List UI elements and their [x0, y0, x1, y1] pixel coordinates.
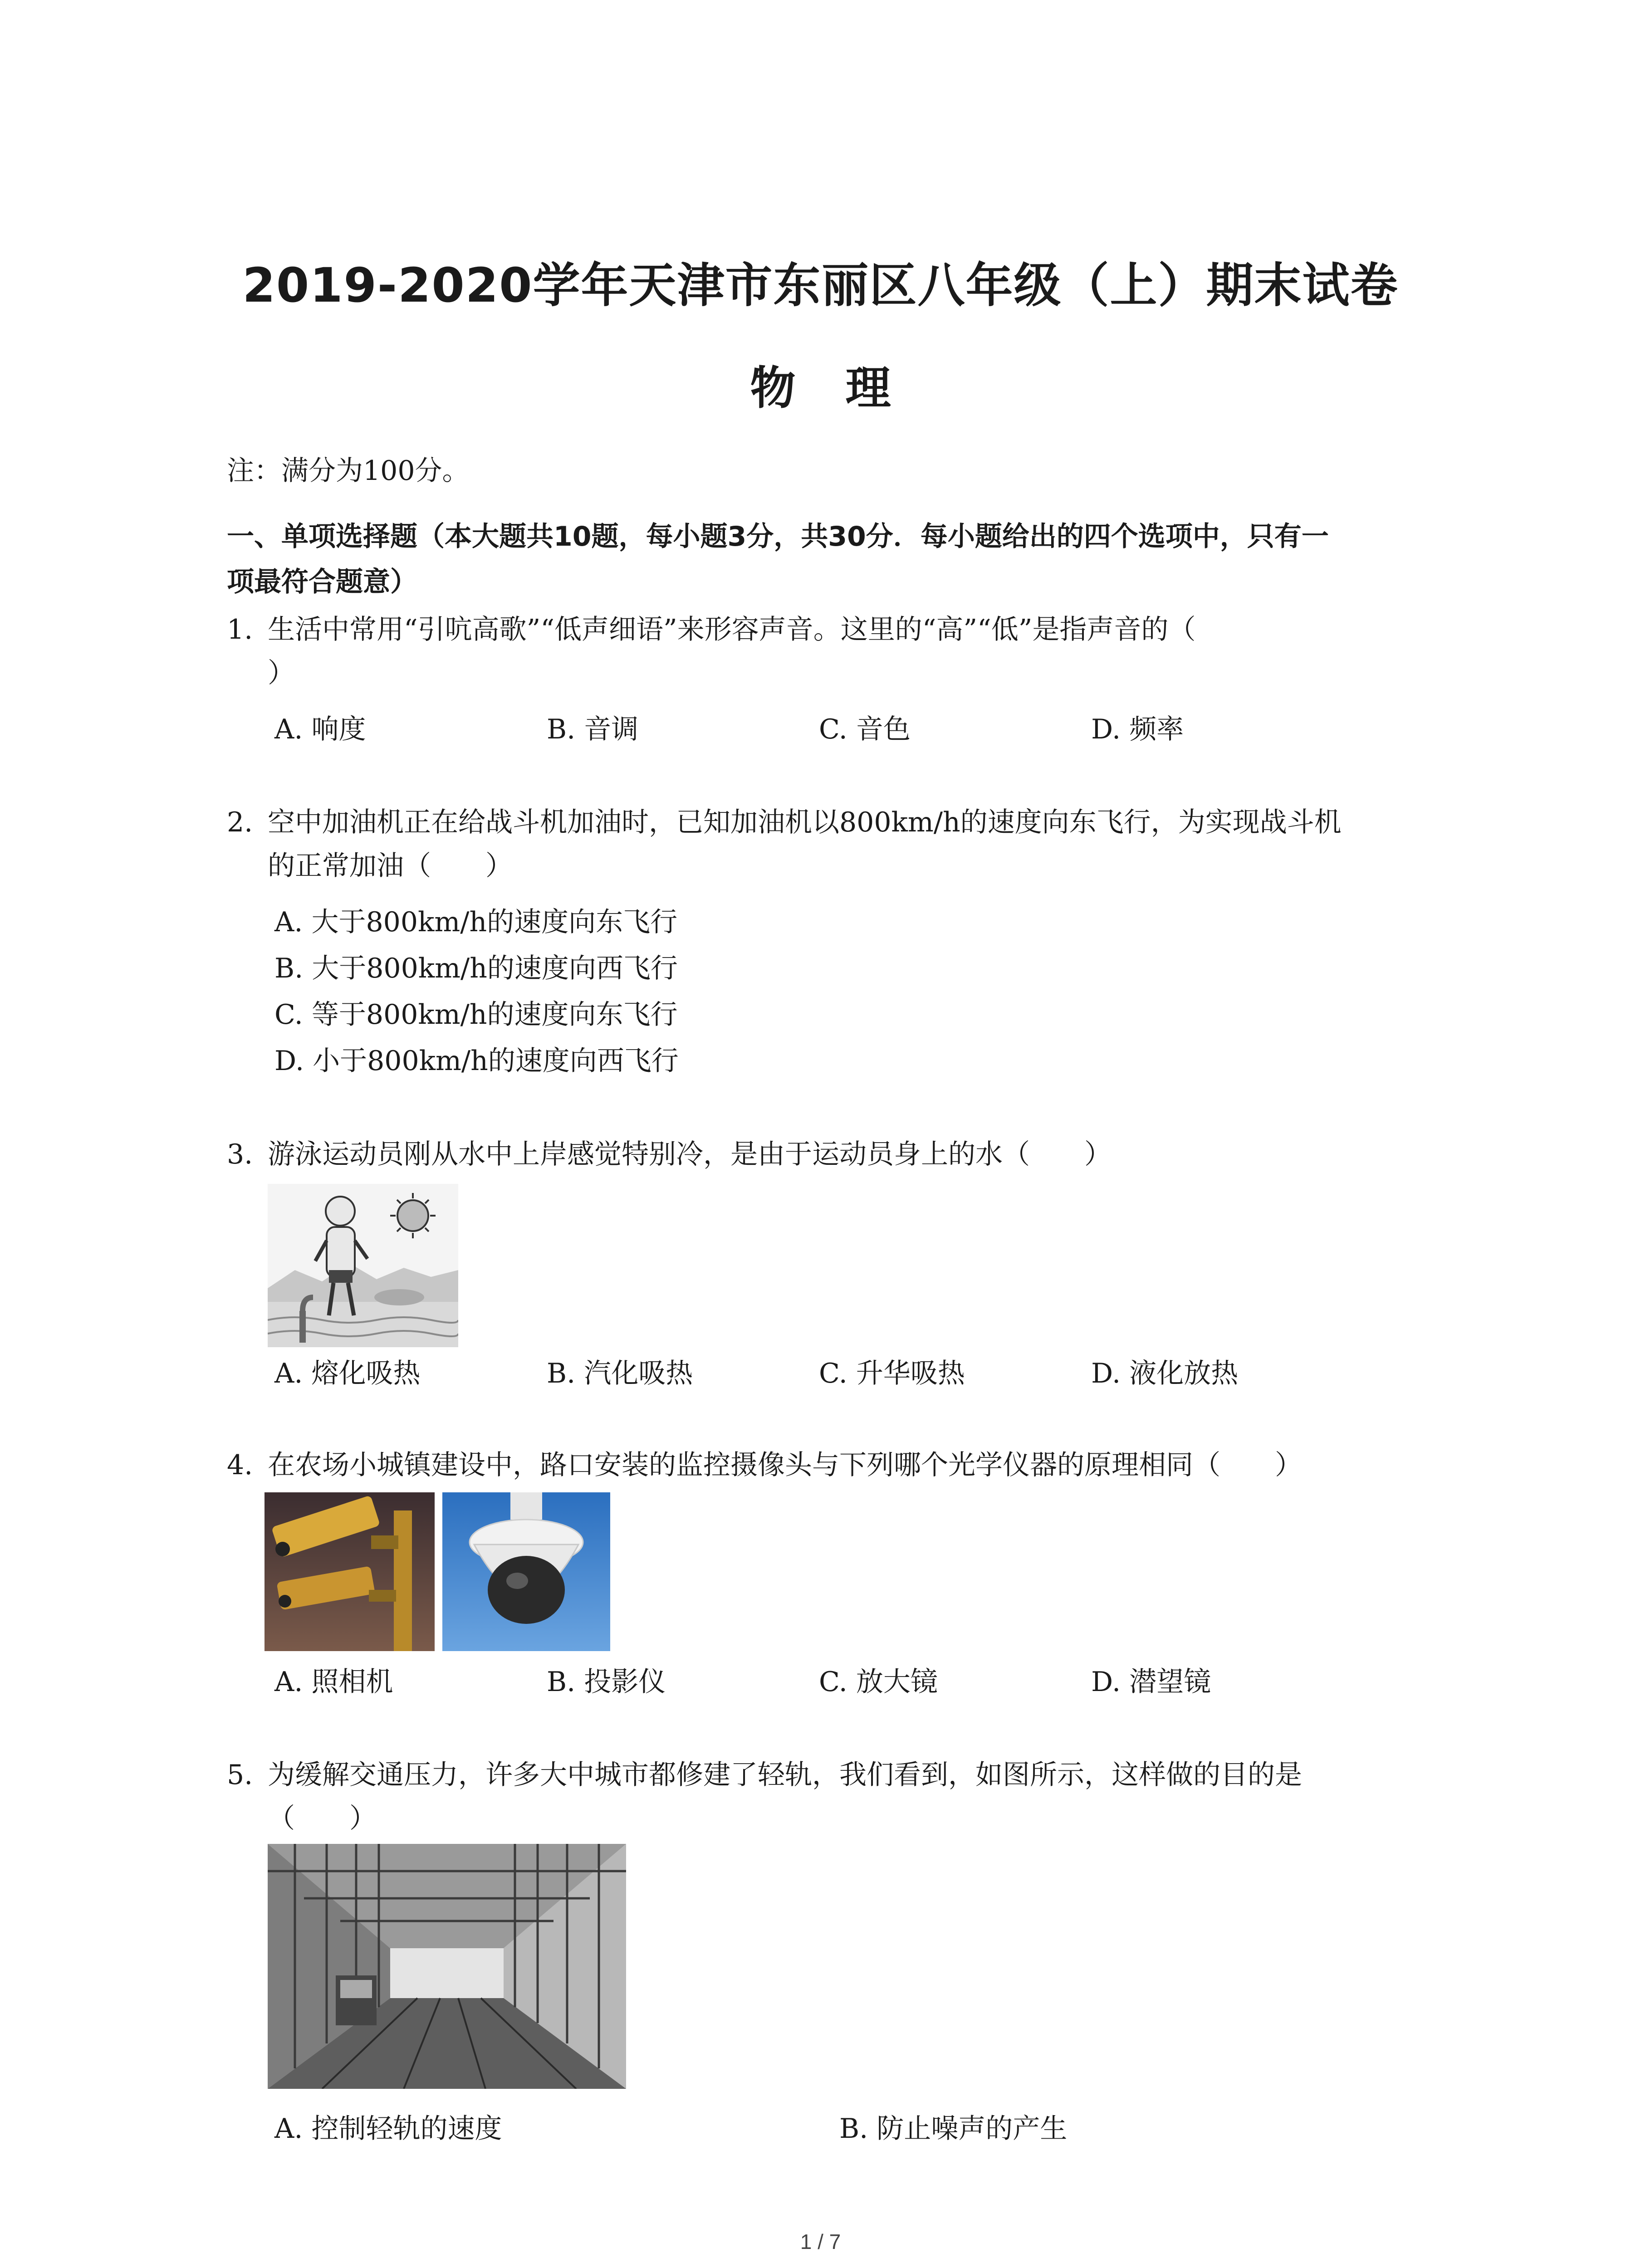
question-number: 2. — [227, 807, 253, 838]
q1-option-d[interactable]: D. 频率 — [1091, 714, 1184, 745]
q1-option-b[interactable]: B. 音调 — [547, 714, 639, 745]
q1-option-a[interactable]: A. 响度 — [274, 714, 366, 745]
question-number: 4. — [227, 1449, 253, 1481]
question-4-stem: 在农场小城镇建设中，路口安装的监控摄像头与下列哪个光学仪器的原理相同（ ） — [268, 1449, 1302, 1481]
question-number: 5. — [227, 1759, 253, 1791]
question-1-stem: 生活中常用“引吭高歌”“低声细语”来形容声音。这里的“高”“低”是指声音的（ — [268, 614, 1196, 645]
q2-option-c[interactable]: C. 等于800km/h的速度向东飞行 — [274, 999, 678, 1031]
question-1-stem-cont: ） — [268, 657, 295, 689]
question-5-stem-cont: （ ） — [268, 1803, 377, 1834]
subject-title: 物理 — [750, 362, 941, 415]
security-camera-photo-2 — [442, 1492, 610, 1651]
q4-option-c[interactable]: C. 放大镜 — [819, 1666, 938, 1698]
question-2-stem-cont: 的正常加油（ ） — [268, 850, 513, 882]
q3-option-b[interactable]: B. 汽化吸热 — [547, 1358, 693, 1389]
score-note: 注：满分为100分。 — [227, 455, 470, 487]
q5-option-a[interactable]: A. 控制轻轨的速度 — [274, 2113, 502, 2145]
section-heading-line2: 项最符合题意） — [227, 566, 417, 598]
question-2-stem: 空中加油机正在给战斗机加油时，已知加油机以800km/h的速度向东飞行，为实现战斗机 — [268, 807, 1342, 838]
swimmer-illustration — [268, 1184, 458, 1347]
question-number: 1. — [227, 614, 253, 645]
q2-option-b[interactable]: B. 大于800km/h的速度向西飞行 — [274, 953, 678, 984]
q4-option-b[interactable]: B. 投影仪 — [547, 1666, 666, 1698]
q5-option-b[interactable]: B. 防止噪声的产生 — [839, 2113, 1068, 2145]
section-heading-line1: 一、单项选择题（本大题共10题，每小题3分，共30分．每小题给出的四个选项中，只有一 — [227, 521, 1329, 552]
q3-option-a[interactable]: A. 熔化吸热 — [274, 1358, 421, 1389]
security-camera-photo-1 — [265, 1492, 435, 1651]
q4-option-a[interactable]: A. 照相机 — [274, 1666, 393, 1698]
q2-option-a[interactable]: A. 大于800km/h的速度向东飞行 — [274, 906, 678, 938]
exam-title: 2019-2020学年天津市东丽区八年级（上）期末试卷 — [242, 258, 1399, 313]
q3-option-c[interactable]: C. 升华吸热 — [819, 1358, 965, 1389]
q3-option-d[interactable]: D. 液化放热 — [1091, 1358, 1239, 1389]
light-rail-noise-barrier-photo — [268, 1844, 626, 2089]
question-number: 3. — [227, 1139, 253, 1170]
page-number: 1 / 7 — [800, 2230, 841, 2253]
question-5-stem: 为缓解交通压力，许多大中城市都修建了轻轨，我们看到，如图所示，这样做的目的是 — [268, 1759, 1302, 1791]
q2-option-d[interactable]: D. 小于800km/h的速度向西飞行 — [274, 1045, 679, 1077]
question-3-stem: 游泳运动员刚从水中上岸感觉特别冷，是由于运动员身上的水（ ） — [268, 1139, 1112, 1170]
q4-option-d[interactable]: D. 潜望镜 — [1091, 1666, 1211, 1698]
q1-option-c[interactable]: C. 音色 — [819, 714, 911, 745]
